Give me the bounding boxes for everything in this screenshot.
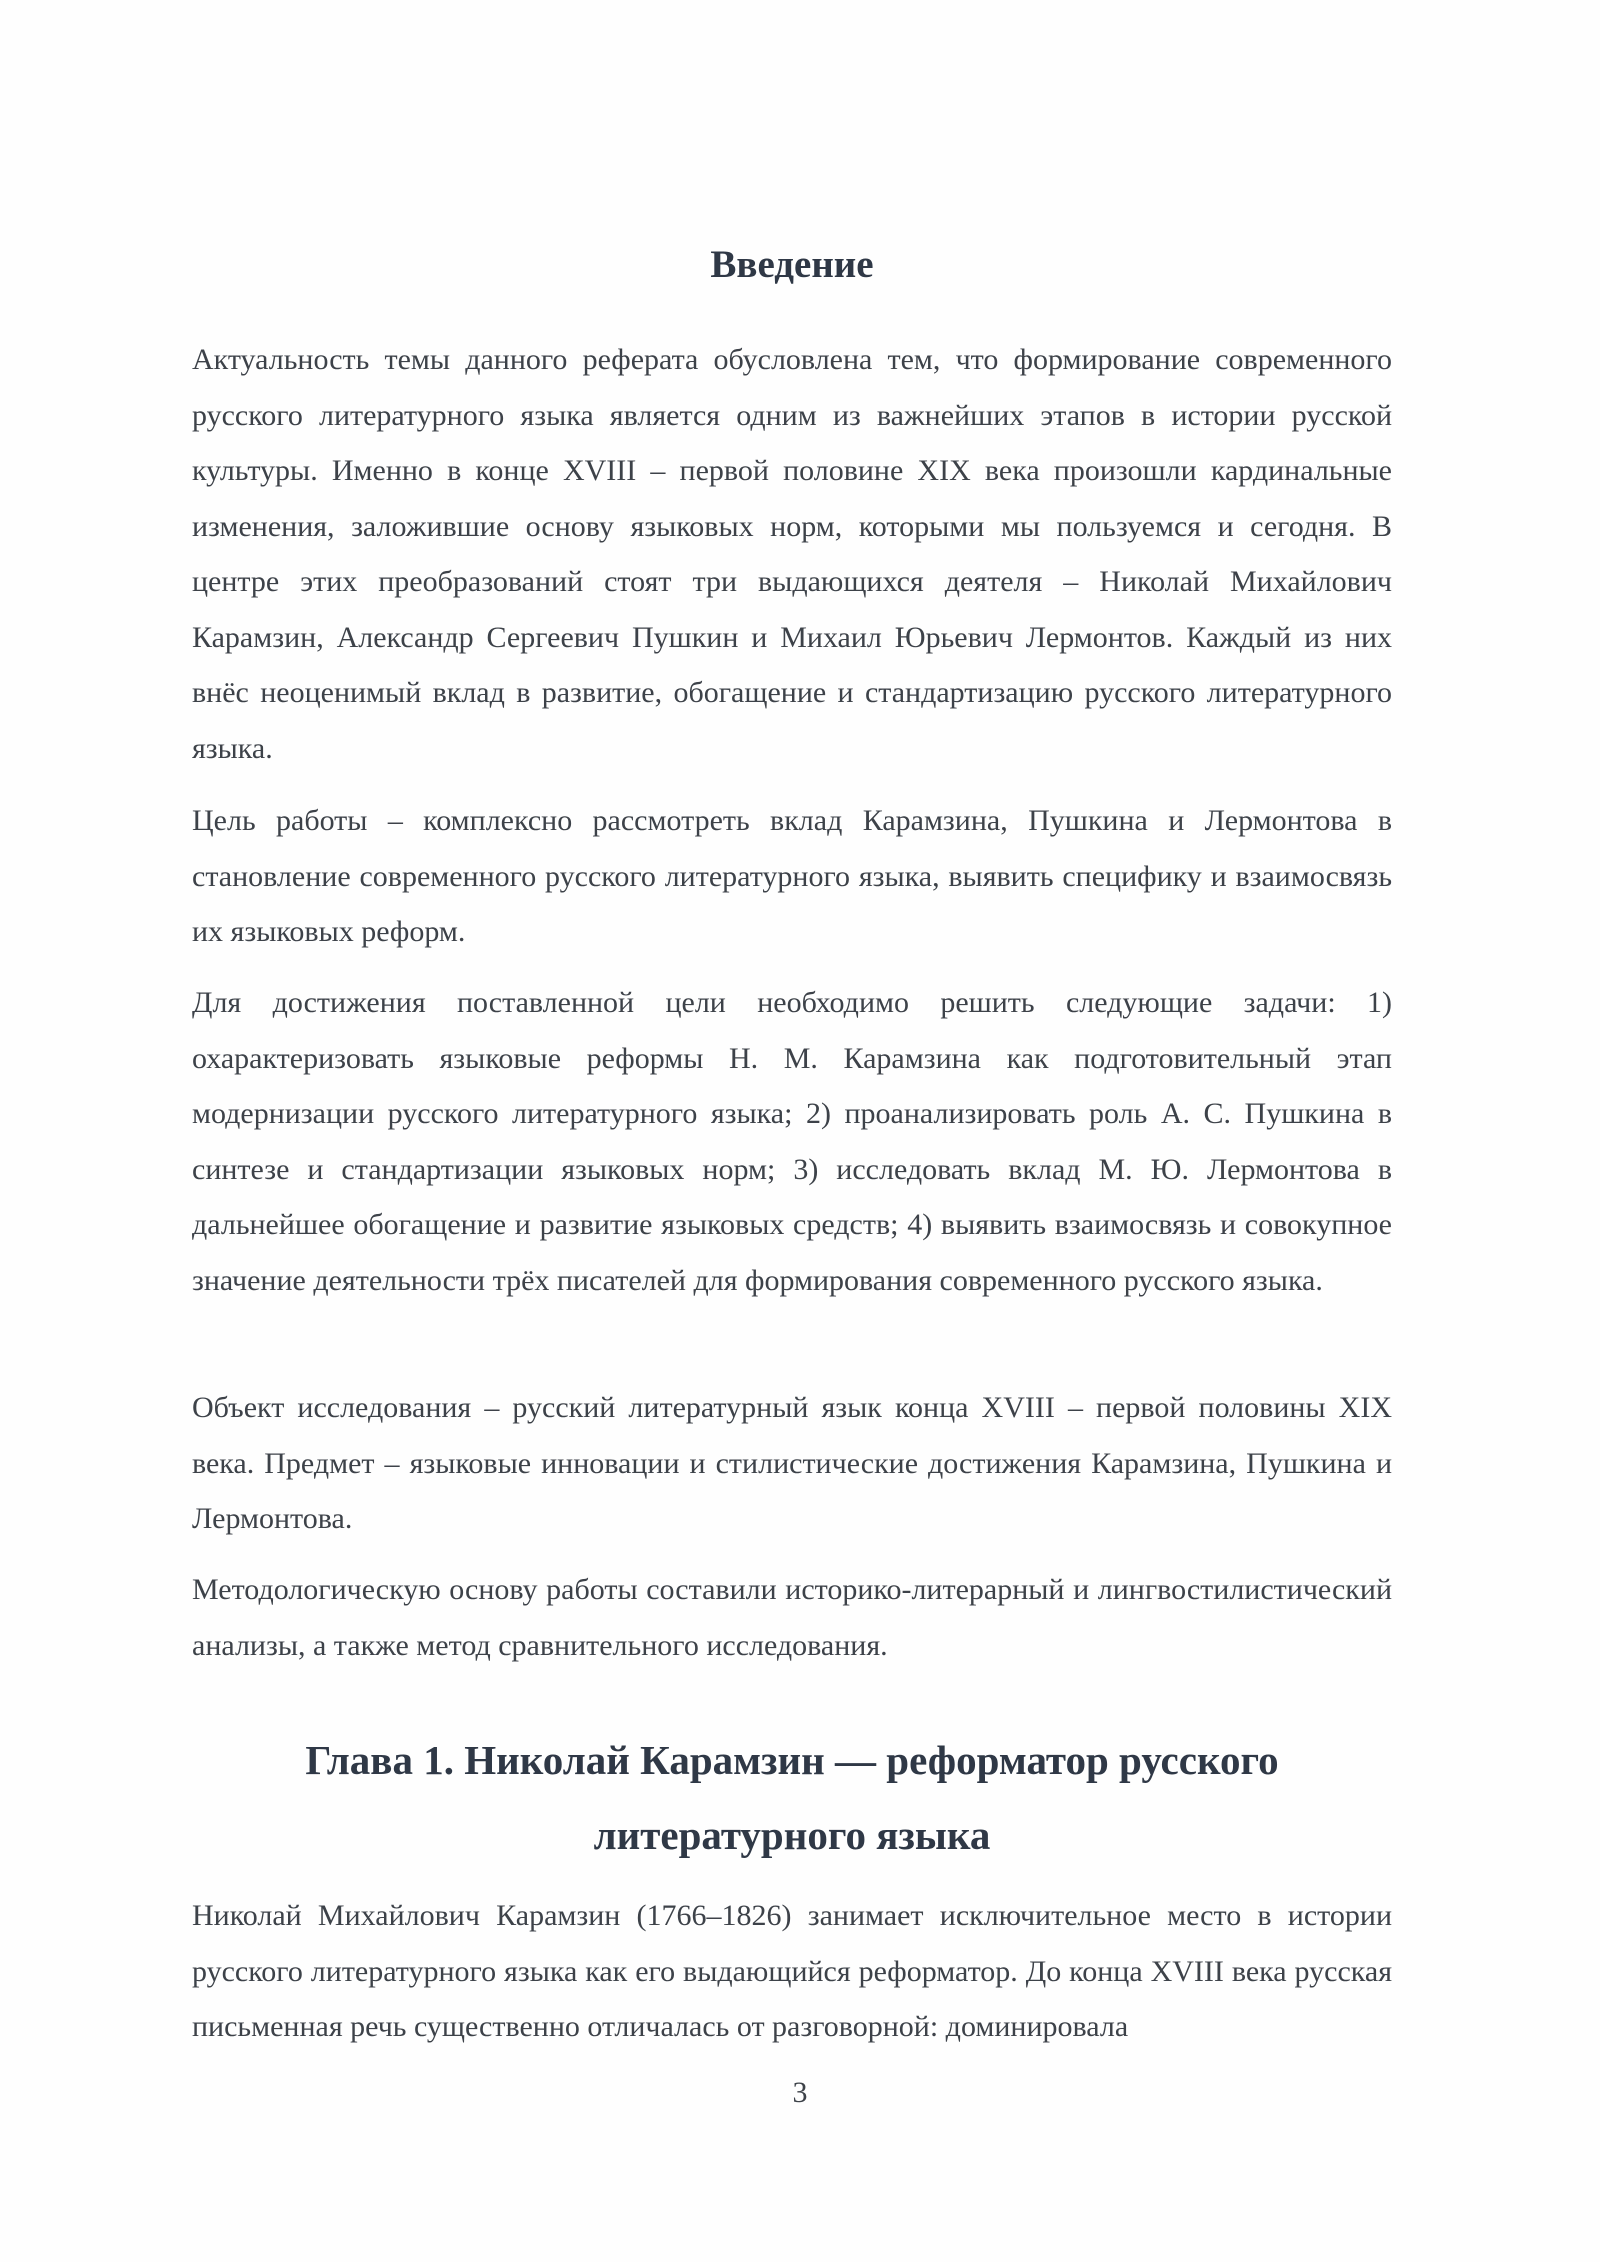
chapter-heading: Глава 1. Николай Карамзин — реформатор русского литературного языка	[305, 1737, 1279, 1858]
page-number: 3	[792, 2076, 808, 2109]
intro-paragraph-tasks: Для достижения поставленной цели необходимо решить следующие задачи: 1) охарактеризовать языковые реформы Н. М. Карамзина как подготовительный этап модернизации русского литературного языка; 2) проанализировать роль А. С. Пушкина в синтезе и стандартизации языковых норм; 3) исследовать вклад М. Ю. Лермонтова в дальнейшее обогащение и развитие языковых средств; 4) выявить взаимосвязь и совокупное значение деятельности трёх писателей для формирования современного русского языка.	[192, 986, 1392, 1297]
intro-paragraph-object: Объект исследования – русский литературный язык конца XVIII – первой половины XIX века. Предмет – языковые инновации и стилистические достижения Карамзина, Пушкина и Лермонтова.	[192, 1391, 1392, 1535]
intro-paragraph-methodology: Методологическую основу работы составили историко-литерарный и лингвостилистический анализы, а также метод сравнительного исследования.	[192, 1573, 1392, 1662]
intro-paragraph-goal: Цель работы – комплексно рассмотреть вклад Карамзина, Пушкина и Лермонтова в становление современного русского литературного языка, выявить специфику и взаимосвязь их языковых реформ.	[192, 804, 1392, 948]
intro-heading: Введение	[710, 243, 874, 286]
chapter-paragraph: Николай Михайлович Карамзин (1766–1826) занимает исключительное место в истории русского литературного языка как его выдающийся реформатор. До конца XVIII века русская письменная речь существенно отличалась от разговорной: доминировала	[192, 1899, 1392, 2043]
intro-paragraph-relevance: Актуальность темы данного реферата обусловлена тем, что формирование современного русского литературного языка является одним из важнейших этапов в истории русской культуры. Именно в конце XVIII – первой половине XIX века произошли кардинальные изменения, заложившие основу языковых норм, которыми мы пользуемся и сегодня. В центре этих преобразований стоят три выдающихся деятеля – Николай Михайлович Карамзин, Александр Сергеевич Пушкин и Михаил Юрьевич Лермонтов. Каждый из них внёс неоценимый вклад в развитие, обогащение и стандартизацию русского литературного языка.	[192, 343, 1392, 765]
